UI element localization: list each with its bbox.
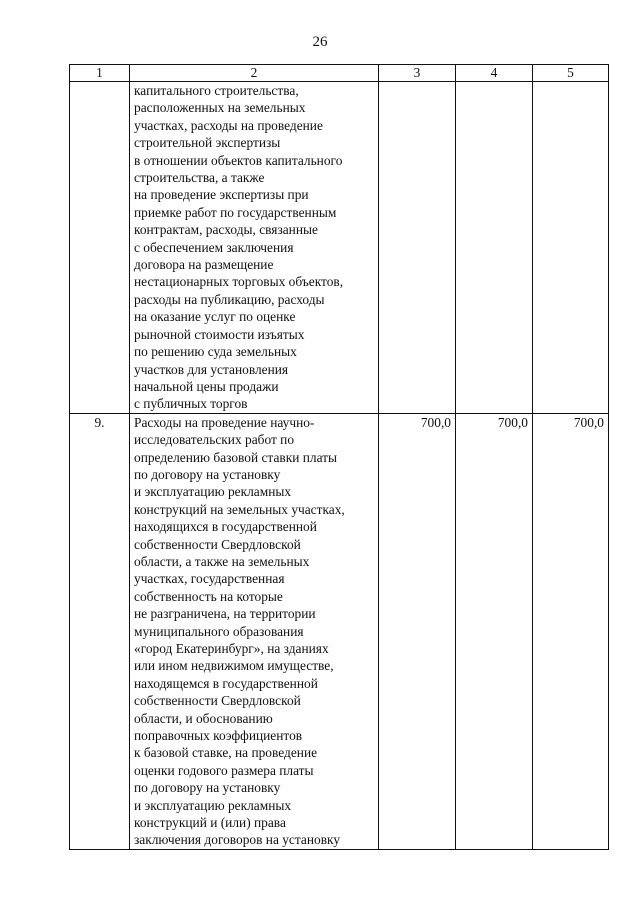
page-number: 26 — [312, 34, 328, 50]
value-column-4 — [456, 82, 533, 414]
description-line: муниципального образования — [134, 623, 304, 639]
description-line: приемке работ по государственным — [134, 204, 337, 220]
column-number-4: 4 — [456, 65, 533, 82]
row-number: 9. — [70, 413, 130, 849]
description-line: договора на размещение — [134, 257, 274, 273]
description-line: поправочных коэффициентов — [134, 728, 303, 744]
description-line: определению базовой ставки платы — [134, 449, 338, 465]
row-number — [70, 82, 130, 414]
description-line: исследовательских работ по — [134, 432, 295, 448]
value-column-3: 700,0 — [379, 413, 456, 849]
description-line: «город Екатеринбург», на зданиях — [134, 641, 329, 656]
description-line: нестационарных торговых объектов, — [134, 274, 344, 290]
description-line: оценки годового размера платы — [134, 762, 314, 778]
description-line: по решению суда земельных — [134, 344, 297, 360]
description-line: на проведение экспертизы при — [134, 187, 309, 203]
description-line: находящемся в государственной — [134, 675, 318, 691]
value-column-5 — [533, 82, 609, 414]
description-line: участков для установления — [134, 361, 289, 377]
column-number-3: 3 — [379, 65, 456, 82]
description-line: с публичных торгов — [134, 396, 248, 412]
description-line: на оказание услуг по оценке — [134, 309, 296, 325]
column-number-5: 5 — [533, 65, 609, 82]
description-line: расходы на публикацию, расходы — [134, 291, 325, 307]
description-line: области, а также на земельных — [134, 553, 310, 569]
column-number-2: 2 — [130, 65, 379, 82]
description-line: не разграничена, на территории — [134, 606, 316, 622]
description-line: конструкций и (или) права — [134, 815, 286, 831]
description-line: с обеспечением заключения — [134, 239, 294, 255]
row-description — [130, 413, 379, 849]
table-row — [70, 82, 609, 414]
table-header-row — [70, 65, 609, 82]
description-line: по договору на установку — [134, 466, 281, 482]
description-line: рыночной стоимости изъятых — [134, 326, 305, 342]
description-line: начальной цены продажи — [134, 378, 279, 394]
description-line: строительства, а также — [134, 170, 265, 186]
description-line: строительной экспертизы — [134, 135, 281, 151]
description-line: собственности Свердловской — [134, 536, 301, 552]
description-line: участках, государственная — [134, 571, 285, 587]
value-column-3 — [379, 82, 456, 414]
description-line: по договору на установку — [134, 780, 281, 796]
description-line: участках, расходы на проведение — [134, 117, 323, 133]
description-line: капитального строительства, — [134, 83, 299, 98]
value-column-5: 700,0 — [533, 413, 609, 849]
description-line: собственности Свердловской — [134, 693, 301, 709]
description-line: в отношении объектов капитального — [134, 152, 343, 168]
description-line: конструкций на земельных участках, — [134, 501, 345, 517]
description-line: к базовой ставке, на проведение — [134, 745, 318, 761]
description-line: заключения договоров на установку — [134, 832, 341, 848]
table-row — [70, 413, 609, 849]
value-column-4: 700,0 — [456, 413, 533, 849]
description-line: и эксплуатацию рекламных — [134, 484, 292, 500]
budget-table — [69, 64, 609, 850]
column-number-1: 1 — [70, 65, 130, 82]
description-line: Расходы на проведение научно- — [134, 414, 315, 430]
description-line: находящихся в государственной — [134, 519, 317, 535]
description-line: и эксплуатацию рекламных — [134, 797, 292, 813]
description-line: расположенных на земельных — [134, 100, 306, 116]
description-line: собственность на которые — [134, 588, 283, 604]
description-line: области, и обоснованию — [134, 710, 273, 726]
description-line: контрактам, расходы, связанные — [134, 222, 318, 238]
row-description — [130, 82, 379, 414]
description-line: или ином недвижимом имуществе, — [134, 658, 334, 674]
